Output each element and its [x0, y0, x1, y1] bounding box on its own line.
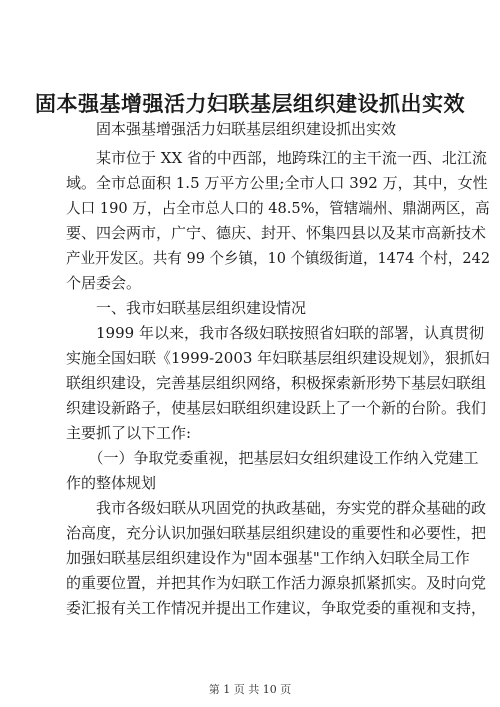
- body-line: 加强妇联基层组织建设作为"固本强基"工作纳入妇联全局工作: [66, 549, 470, 567]
- body-line: 织建设新路子，使基层妇联组织建设跃上了一个新的台阶。我们: [66, 399, 487, 417]
- body-line: 的重要位置，并把其作为妇联工作活力源泉抓紧抓实。及时向党: [66, 574, 487, 592]
- body-line: 1999 年以来，我市各级妇联按照省妇联的部署，认真贯彻: [66, 324, 484, 342]
- body-line: 治高度，充分认识加强妇联基层组织建设的重要性和必要性，把: [66, 524, 487, 542]
- document-title: 固本强基增强活力妇联基层组织建设抓出实效: [35, 91, 465, 116]
- body-line: 联组织建设，完善基层组织网络，积极探索新形势下基层妇联组: [66, 374, 487, 392]
- subsection-heading: 作的整体规划: [66, 474, 157, 492]
- body-line: 委汇报有关工作情况并提出工作建议，争取党委的重视和支持，: [66, 599, 487, 617]
- body-line: 产业开发区。共有 99 个乡镇，10 个镇级街道，1474 个村，242: [66, 249, 491, 267]
- subsection-heading: （一）争取党委重视，把基层妇女组织建设工作纳入党建工: [66, 449, 479, 467]
- section-heading: 一、我市妇联基层组织建设情况: [66, 299, 307, 317]
- body-line: 域。全市总面积 1.5 万平方公里;全市人口 392 万，其中，女性: [66, 174, 488, 192]
- body-line: 要、四会两市，广宁、德庆、封开、怀集四县以及某市高新技术: [66, 224, 487, 242]
- body-line: 某市位于 XX 省的中西部，地跨珠江的主干流一西、北江流: [66, 149, 487, 167]
- body-line: 人口 190 万，占全市总人口的 48.5%，管辖端州、鼎湖两区，高: [66, 199, 490, 217]
- document-subtitle: 固本强基增强活力妇联基层组织建设抓出实效: [96, 120, 397, 138]
- body-line: 个居委会。: [66, 274, 142, 292]
- body-line: 实施全国妇联《1999-2003 年妇联基层组织建设规划》，狠抓妇: [66, 349, 490, 367]
- body-line: 主要抓了以下工作:: [66, 424, 192, 442]
- body-line: 我市各级妇联从巩固党的执政基础，夯实党的群众基础的政: [66, 499, 487, 517]
- page-footer: 第 1 页 共 10 页: [208, 683, 292, 696]
